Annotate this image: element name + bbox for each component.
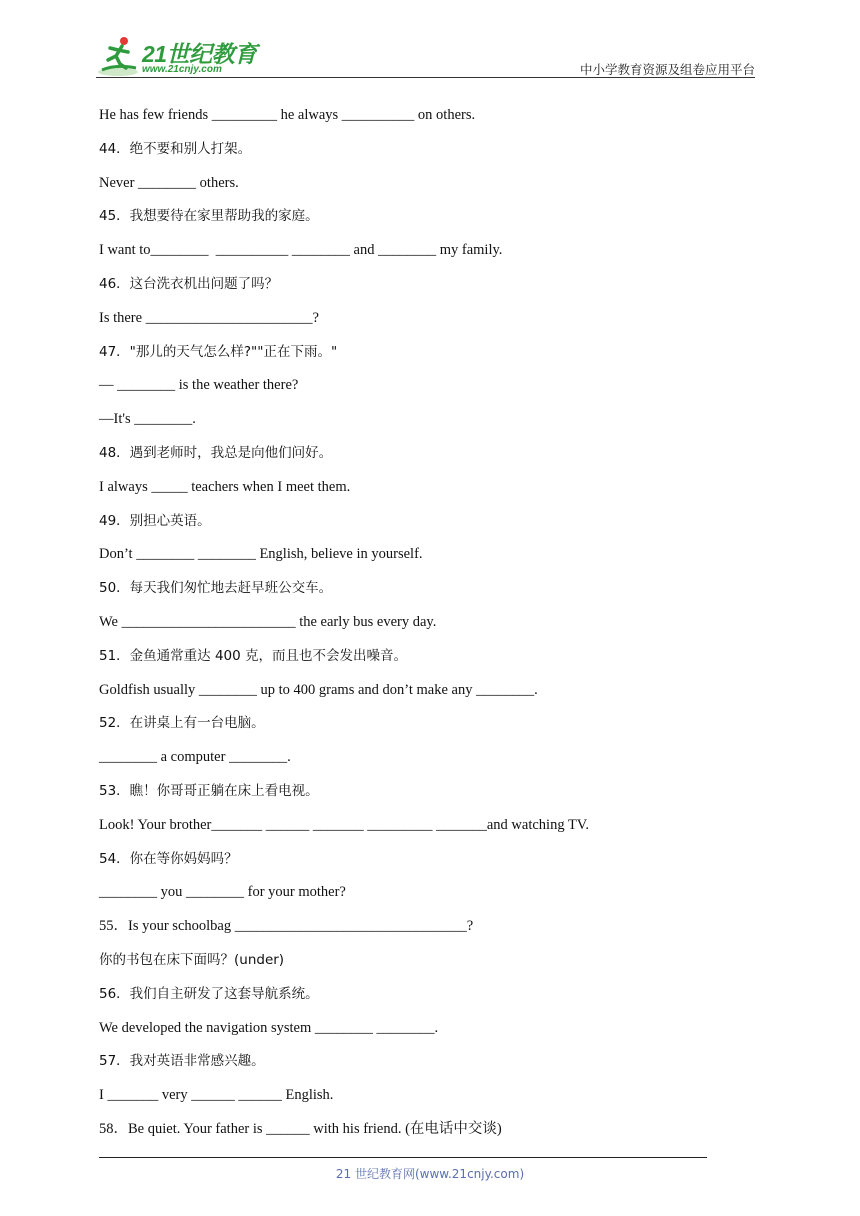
question-line: 53．瞧！你哥哥正躺在床上看电视。 [99, 782, 319, 799]
question-line: I _______ very ______ ______ English. [99, 1087, 334, 1104]
runner-logo-icon [96, 34, 140, 78]
question-line: We developed the navigation system ________ ________. [99, 1019, 439, 1036]
question-line: 57．我对英语非常感兴趣。 [99, 1053, 265, 1070]
question-line: ________ you ________ for your mother? [99, 884, 346, 901]
question-line: I always _____ teachers when I meet them. [99, 478, 351, 495]
question-line: —It's ________. [99, 411, 196, 428]
page-header [0, 0, 860, 90]
question-line: Is there _______________________? [99, 309, 319, 326]
question-line: 50．每天我们匆忙地去赶早班公交车。 [99, 580, 333, 597]
question-line: 47．"那儿的天气怎么样?""正在下雨。" [99, 343, 338, 360]
question-line: 44．绝不要和别人打架。 [99, 140, 252, 157]
header-tagline: 中小学教育资源及组卷应用平台 [579, 62, 755, 77]
question-line: 49．别担心英语。 [99, 512, 211, 529]
question-line: Don’t ________ ________ English, believe in yourself. [99, 546, 423, 563]
question-line: Look! Your brother_______ ______ _______ _________ _______and watching TV. [99, 816, 590, 833]
footer-divider [99, 1157, 707, 1158]
question-line: I want to________ __________ ________ and ________ my family. [99, 242, 503, 259]
question-line: 58．Be quiet. Your father is ______ with his friend. (在电话中交谈) [99, 1120, 502, 1137]
question-line: 56．我们自主研发了这套导航系统。 [99, 985, 319, 1002]
footer-source: 21 世纪教育网(www.21cnjy.com) [335, 1167, 525, 1181]
question-line: 48．遇到老师时，我总是向他们问好。 [99, 444, 333, 461]
question-line: 55．Is your schoolbag ________________________________? [99, 918, 474, 935]
question-line: 你的书包在床下面吗？(under) [99, 951, 285, 968]
question-line: ________ a computer ________. [99, 749, 291, 766]
logo-url: www.21cnjy.com [142, 64, 222, 75]
site-logo [96, 34, 266, 78]
question-line: Goldfish usually ________ up to 400 grams and don’t make any ________. [99, 681, 538, 698]
question-line: Never ________ others. [99, 174, 239, 191]
question-line: 52．在讲桌上有一台电脑。 [99, 715, 265, 732]
question-line: We ________________________ the early bus every day. [99, 613, 437, 630]
question-line: 46．这台洗衣机出问题了吗？ [99, 275, 279, 292]
question-line: 45．我想要待在家里帮助我的家庭。 [99, 208, 319, 225]
question-line: He has few friends _________ he always __________ on others. [99, 107, 476, 123]
question-line: 51．金鱼通常重达 400 克，而且也不会发出噪音。 [99, 647, 408, 664]
question-line: — ________ is the weather there? [99, 377, 299, 394]
logo-text: 21世纪教育 [142, 41, 257, 67]
question-list [99, 104, 719, 1152]
header-divider [96, 77, 755, 78]
question-line: 54．你在等你妈妈吗？ [99, 850, 238, 867]
